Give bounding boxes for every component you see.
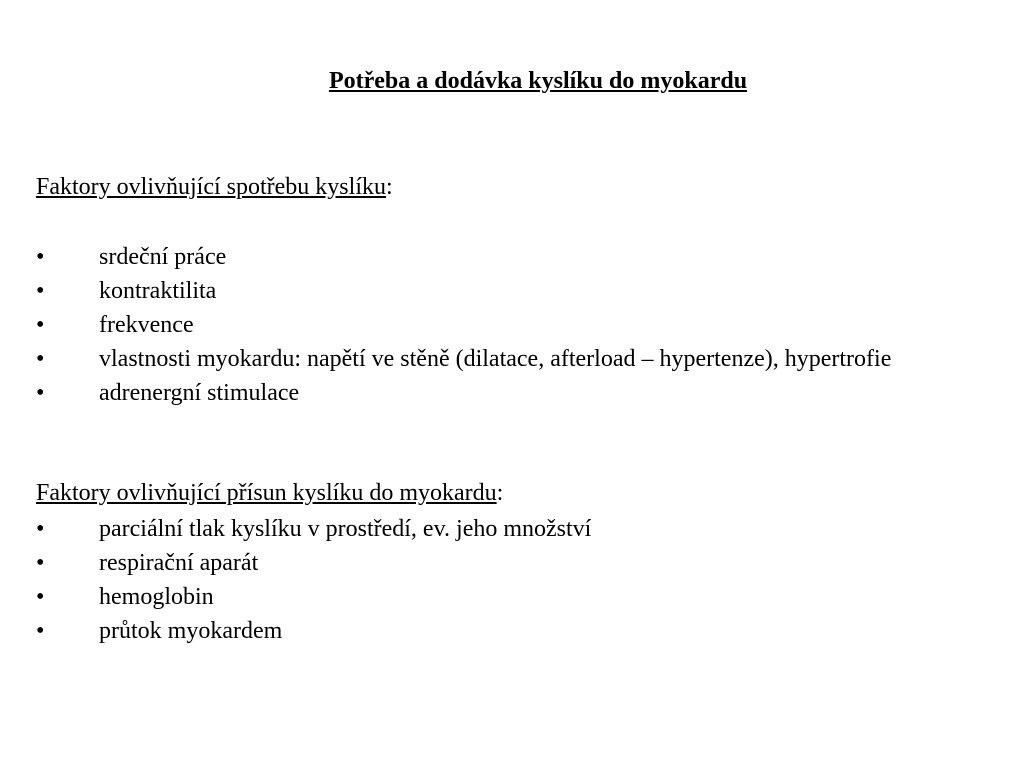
list-item xyxy=(36,512,1024,546)
list-item xyxy=(36,376,1024,410)
section-heading xyxy=(36,478,1024,508)
section-oxygen-supply xyxy=(36,478,1024,648)
list-item-text: hemoglobin xyxy=(99,584,214,610)
bullet-icon: • xyxy=(36,244,45,270)
list-item xyxy=(36,546,1024,580)
bullet-icon: • xyxy=(36,278,45,304)
list-item-text: kontraktilita xyxy=(99,278,217,304)
section-heading-text: Faktory ovlivňující přísun kyslíku do myokardu xyxy=(36,480,497,506)
bullet-icon: • xyxy=(36,346,45,372)
bullet-icon: • xyxy=(36,312,45,338)
list-item xyxy=(36,240,1024,274)
bullet-icon: • xyxy=(36,550,45,576)
bullet-icon: • xyxy=(36,380,45,406)
list-item xyxy=(36,308,1024,342)
list-item-text: adrenergní stimulace xyxy=(99,380,300,406)
list-item-text: frekvence xyxy=(99,312,194,338)
consumption-factor-list xyxy=(36,240,1024,410)
bullet-icon: • xyxy=(36,618,45,644)
list-item-text: respirační aparát xyxy=(99,550,259,576)
bullet-icon: • xyxy=(36,584,45,610)
section-heading-text: Faktory ovlivňující spotřebu kyslíku xyxy=(36,174,386,200)
list-item xyxy=(36,614,1024,648)
list-item xyxy=(36,274,1024,308)
section-oxygen-consumption xyxy=(36,172,1024,410)
bullet-icon: • xyxy=(36,516,45,542)
list-item-text: srdeční práce xyxy=(99,244,227,270)
list-item xyxy=(36,342,1024,376)
slide-title: Potřeba a dodávka kyslíku do myokardu xyxy=(328,68,748,94)
list-item-text: vlastnosti myokardu: napětí ve stěně (dilatace, afterload – hypertenze), hypertrofie xyxy=(99,346,892,372)
section-heading-colon: : xyxy=(385,174,393,200)
section-heading xyxy=(36,172,1024,202)
list-item-text: průtok myokardem xyxy=(99,618,283,644)
section-heading-colon: : xyxy=(496,480,504,506)
list-item xyxy=(36,580,1024,614)
supply-factor-list xyxy=(36,512,1024,648)
list-item-text: parciální tlak kyslíku v prostředí, ev. jeho množství xyxy=(99,516,592,542)
